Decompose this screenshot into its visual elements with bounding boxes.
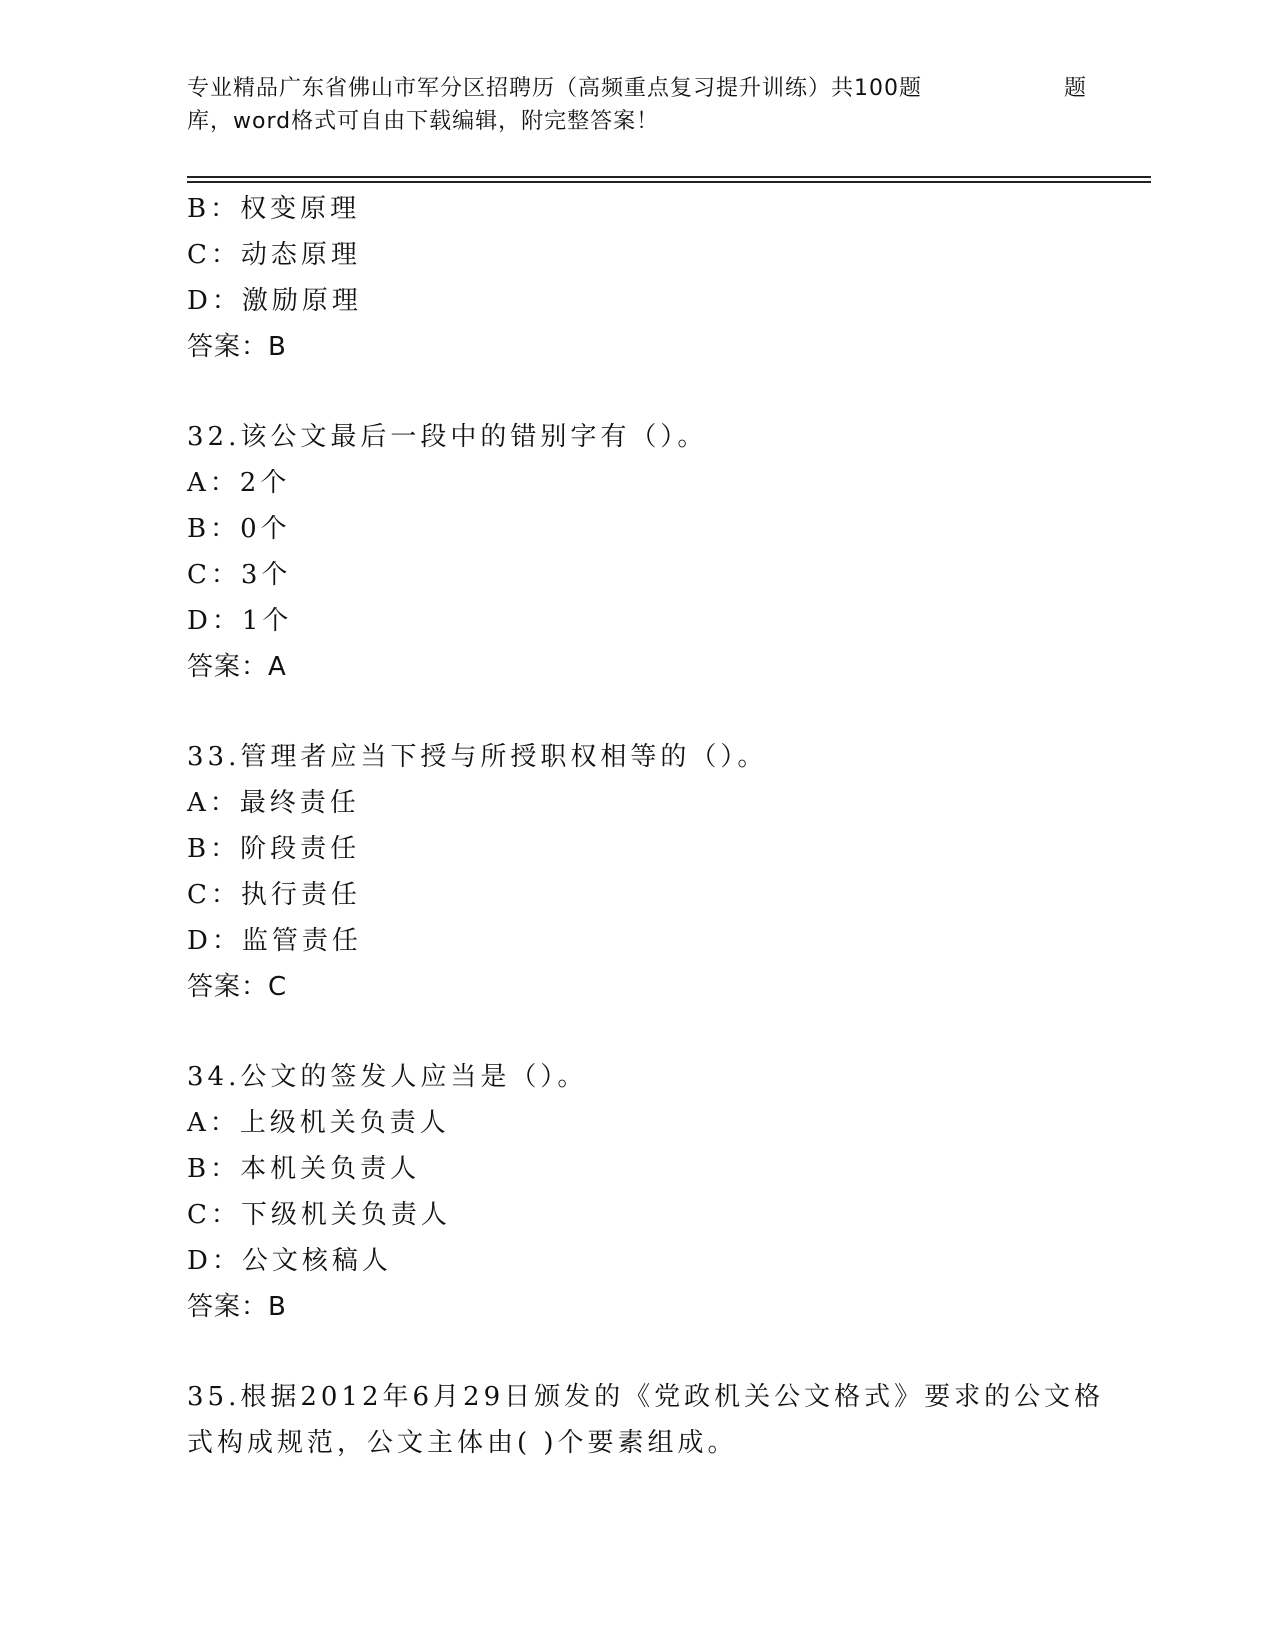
question-list [187, 186, 1107, 1466]
option-b: B：0个 [187, 514, 291, 544]
spacer [187, 1010, 1107, 1054]
header-title-end: 题 [1063, 76, 1087, 101]
answer-label: 答案：B [187, 1292, 287, 1322]
option-d: D：公文核稿人 [187, 1246, 392, 1276]
header-rule-top [187, 176, 1151, 178]
option-a: A：最终责任 [187, 788, 360, 818]
question-block-34 [187, 1054, 1107, 1330]
question-stem-line-1: 35.根据2012年6月29日颁发的《党政机关公文格式》要求的公文格 [187, 1382, 1105, 1412]
option-c: C：执行责任 [187, 880, 361, 910]
question-block-31 [187, 186, 1107, 370]
header-subtitle: 库，word格式可自由下载编辑，附完整答案！ [187, 109, 660, 134]
question-stem: 33.管理者应当下授与所授职权相等的（）。 [187, 742, 768, 772]
option-d: D：监管责任 [187, 926, 362, 956]
question-block-33 [187, 734, 1107, 1010]
option-a: A：上级机关负责人 [187, 1108, 450, 1138]
option-b: B：本机关负责人 [187, 1154, 421, 1184]
question-stem: 34.公文的签发人应当是（）。 [187, 1062, 588, 1092]
spacer [187, 690, 1107, 734]
option-d: D：激励原理 [187, 286, 362, 316]
option-c: C：动态原理 [187, 240, 361, 270]
header-rule-bottom [187, 181, 1151, 183]
option-c: C：下级机关负责人 [187, 1200, 451, 1230]
answer-label: 答案：A [187, 652, 287, 682]
document-header [187, 72, 1087, 138]
header-title: 专业精品广东省佛山市军分区招聘历（高频重点复习提升训练）共100题 [187, 76, 922, 101]
question-block-32 [187, 414, 1107, 690]
option-c: C：3个 [187, 560, 292, 590]
spacer [187, 370, 1107, 414]
option-b: B：阶段责任 [187, 834, 361, 864]
option-d: D：1个 [187, 606, 293, 636]
question-stem: 32.该公文最后一段中的错别字有（）。 [187, 422, 708, 452]
answer-label: 答案：C [187, 972, 288, 1002]
answer-label: 答案：B [187, 332, 287, 362]
spacer [187, 1330, 1107, 1374]
option-b: B：权变原理 [187, 194, 361, 224]
question-block-35 [187, 1374, 1107, 1466]
question-stem-line-2: 式构成规范，公文主体由( )个要素组成。 [187, 1428, 738, 1458]
header-line-1 [187, 72, 1087, 105]
option-a: A：2个 [187, 468, 291, 498]
